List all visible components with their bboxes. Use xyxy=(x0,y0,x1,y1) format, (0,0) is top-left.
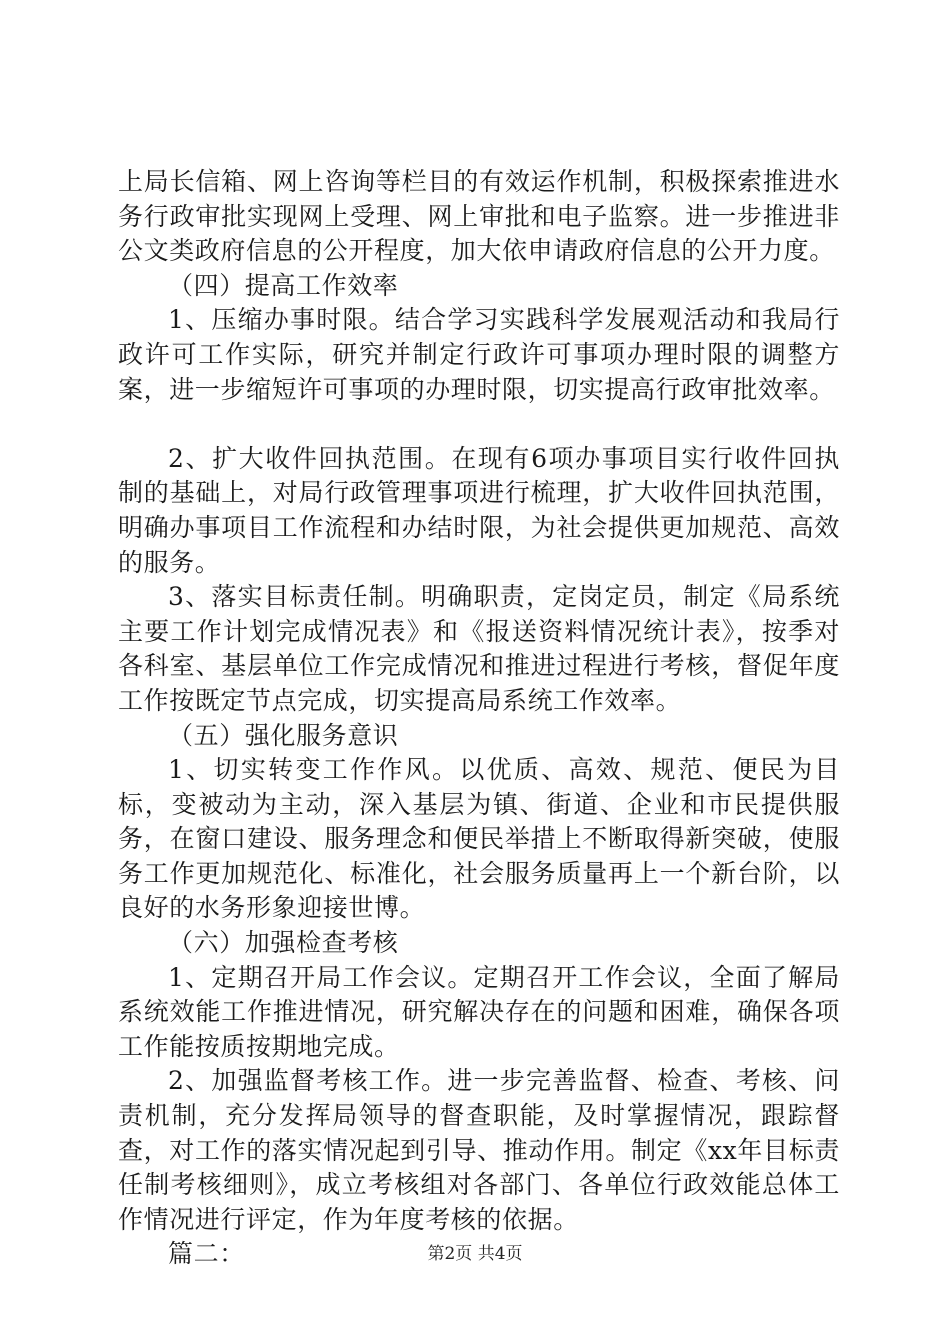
paragraph-part-two: 篇二： xyxy=(168,1239,245,1269)
paragraph-work-style: 1、切实转变工作作风。以优质、高效、规范、便民为目标，变被动为主动，深入基层为镇、街道、企业和市民提供服务，在窗口建设、服务理念和便民举措上不断取得新突破，使服务工作更加规范化、标准化，社会服务质量再上一个新台阶，以良好的水务形象迎接世博。 xyxy=(118,755,840,923)
section-heading-5: （五）强化服务意识 xyxy=(168,720,399,750)
section-heading-6: （六）加强检查考核 xyxy=(168,928,399,958)
paragraph-supervision: 2、加强监督考核工作。进一步完善监督、检查、考核、问责机制，充分发挥局领导的督查职能，及时掌握情况，跟踪督查，对工作的落实情况起到引导、推动作用。制定《xx年目标责任制考核细则》，成立考核组对各部门、各单位行政效能总体工作情况进行评定，作为年度考核的依据。 xyxy=(118,1066,840,1234)
paragraph-continuation: 上局长信箱、网上咨询等栏目的有效运作机制，积极探索推进水务行政审批实现网上受理、网上审批和电子监察。进一步推进非公文类政府信息的公开程度，加大依申请政府信息的公开力度。 xyxy=(118,167,840,266)
paragraph-expand-receipt-scope: 2、扩大收件回执范围。在现有6项办事项目实行收件回执制的基础上，对局行政管理事项进行梳理，扩大收件回执范围，明确办事项目工作流程和办结时限，为社会提供更加规范、高效的服务。 xyxy=(118,443,840,577)
paragraph-compress-time-limit: 1、压缩办事时限。结合学习实践科学发展观活动和我局行政许可工作实际，研究并制定行政许可事项办理时限的调整方案，进一步缩短许可事项的办理时限，切实提高行政审批效率。 xyxy=(118,305,840,404)
section-heading-4: （四）提高工作效率 xyxy=(168,270,399,300)
page-footer xyxy=(0,1243,950,1265)
paragraph-regular-meetings: 1、定期召开局工作会议。定期召开工作会议，全面了解局系统效能工作推进情况，研究解决存在的问题和困难，确保各项工作能按质按期地完成。 xyxy=(118,962,840,1061)
document-body xyxy=(118,165,840,1272)
page-indicator: 第2页 共4页 xyxy=(427,1244,523,1264)
paragraph-target-responsibility: 3、落实目标责任制。明确职责，定岗定员，制定《局系统主要工作计划完成情况表》和《报送资料情况统计表》，按季对各科室、基层单位工作完成情况和推进过程进行考核，督促年度工作按既定节点完成，切实提高局系统工作效率。 xyxy=(118,582,840,715)
